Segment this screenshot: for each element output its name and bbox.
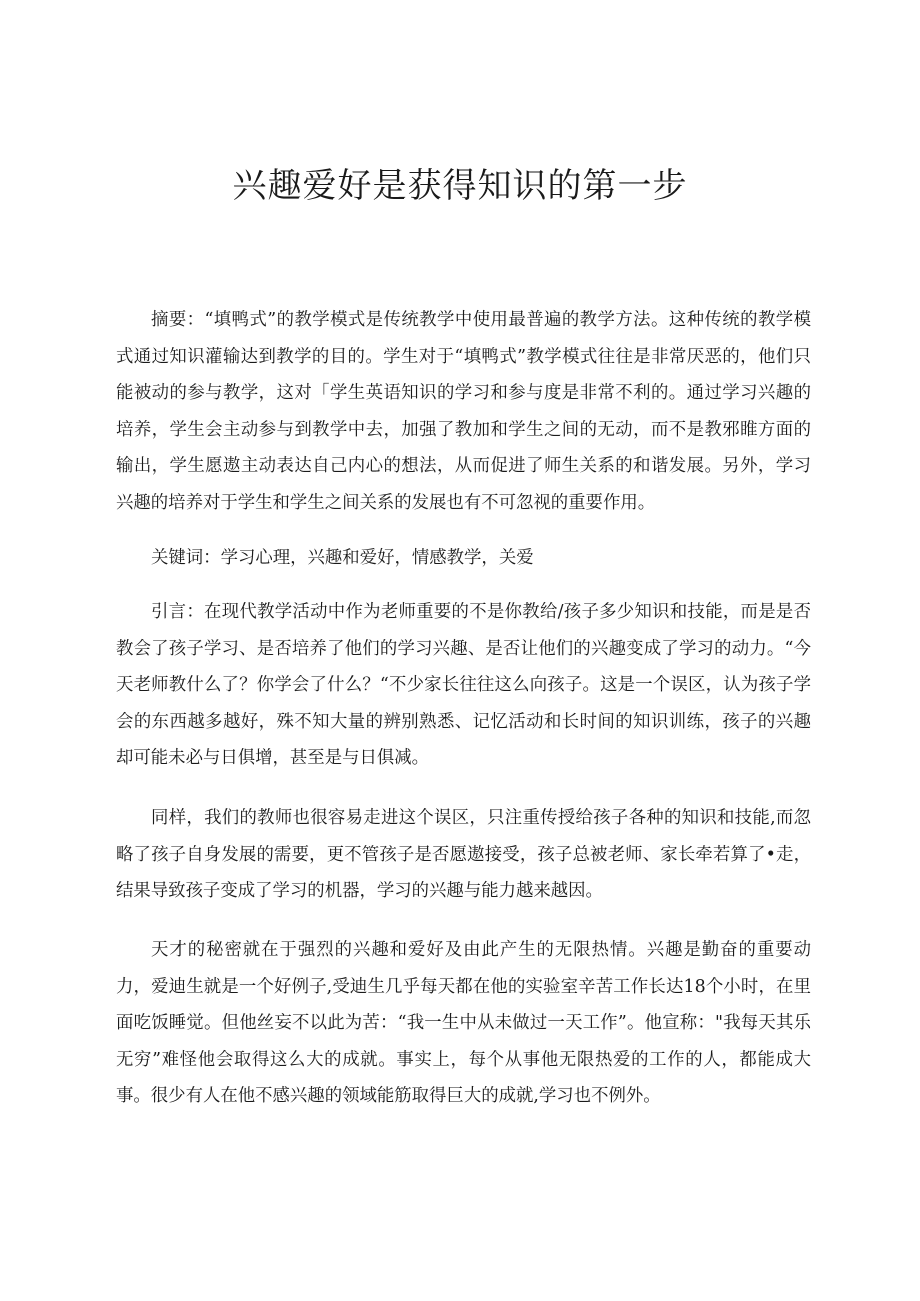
keywords-paragraph: 关键词：学习心理，兴趣和爱好，情感教学，关爱: [151, 548, 534, 568]
document-title: 兴趣爱好是获得知识的第一步: [232, 166, 688, 206]
introduction-paragraph: 引言：在现代教学活动中作为老师重要的不是你教给/孩子多少知识和技能，而是是否教会了孩子学习、是否培养了他们的学习兴趣、是否让他们的兴趣变成了学习的动力。“今天老师教什么了？你学会了什么？“不少家长往往这么向孩子。这是一个误区，认为孩子学会的东西越多越好，殊不知大量的辨别熟悉、记忆活动和长时间的知识训练，孩子的兴趣却可能未必与日俱增，甚至是与日俱减。: [116, 602, 811, 769]
body-paragraph-misconception: 同样，我们的教师也很容易走进这个误区，只注重传授给孩子各种的知识和技能,而忽略了孩子自身发展的需要，更不管孩子是否愿遨接受，孩子总被老师、家长牵若算了•走，结果导致孩子变成了学习的机器，学习的兴趣与能力越来越因。: [116, 808, 811, 902]
body-paragraph-genius: 天才的秘密就在于强烈的兴趣和爱好及由此产生的无限热情。兴趣是勤奋的重要动力，爱迪生就是一个好例子,受迪生几乎每天都在他的实验室辛苦工作长达18个小时，在里面吃饭睡觉。但他丝妄不以此为苦：“我一生中从未做过一天工作”。他宣称："我每天其乐无穷”难怪他会取得这么大的成就。事实上，每个从事他无限热爱的工作的人，都能成大事。很少有人在他不感兴趣的领域能筋取得巨大的成就,学习也不例外。: [116, 940, 811, 1107]
abstract-paragraph: 摘要：“填鸭式”的教学模式是传统教学中使用最普遍的教学方法。这种传统的教学模式通过知识灌输达到教学的目的。学生对于“填鸭式”教学模式往往是非常厌恶的，他们只能被动的参与教学，这对「学生英语知识的学习和参与度是非常不利的。通过学习兴趣的培养，学生会主动参与到教学中去，加强了教加和学生之间的无动，而不是教邪睢方面的输出，学生愿遨主动表达自己内心的想法，从而促进了师生关系的和谐发展。另外，学习兴趣的培养对于学生和学生之间关系的发展也有不可忽视的重要作用。: [116, 310, 811, 513]
